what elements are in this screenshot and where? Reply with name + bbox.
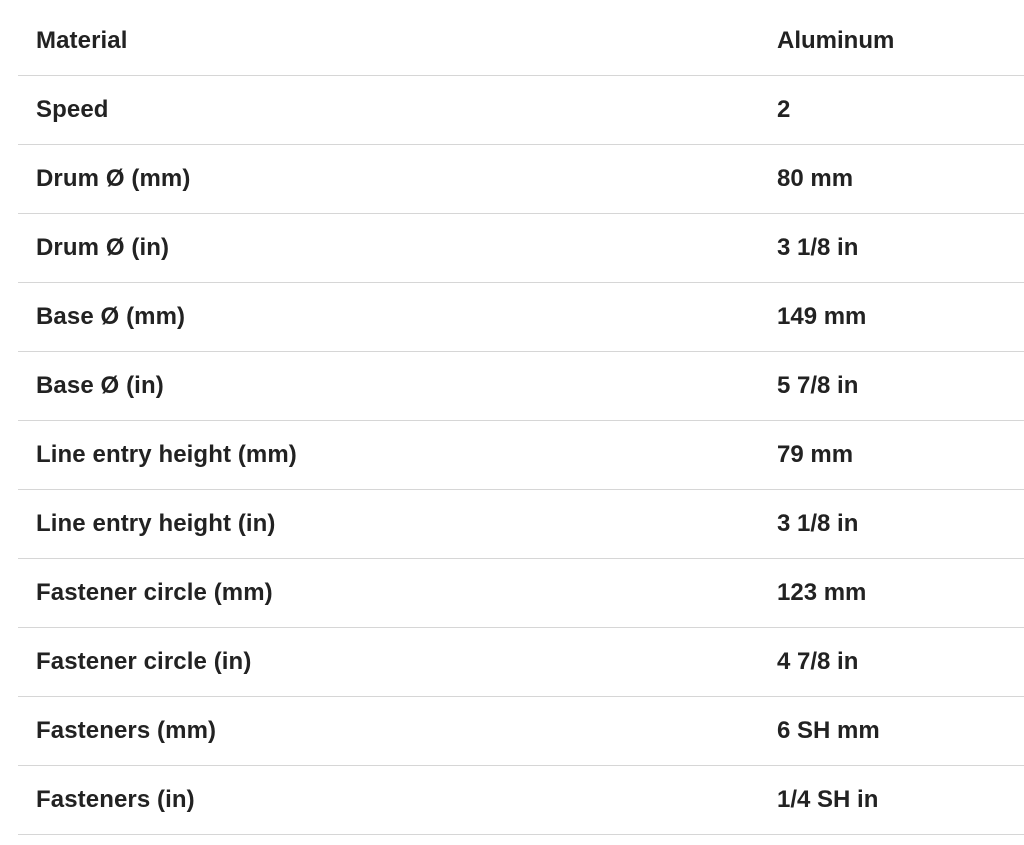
spec-label: Fasteners (mm) [36, 717, 217, 744]
spec-label: Base Ø (mm) [36, 303, 186, 330]
spec-value: 5 7/8 in [777, 372, 859, 399]
spec-label: Drum Ø (in) [36, 234, 170, 261]
spec-label: Fastener circle (in) [36, 648, 252, 675]
spec-row-fastener-circle-mm [18, 559, 1024, 628]
spec-row-drum-in [18, 214, 1024, 283]
spec-row-line-entry-in [18, 490, 1024, 559]
spec-value: 79 mm [777, 441, 854, 468]
spec-label: Line entry height (mm) [36, 441, 297, 468]
spec-row-fasteners-mm [18, 697, 1024, 766]
spec-label: Drum Ø (mm) [36, 165, 191, 192]
spec-row-base-in [18, 352, 1024, 421]
spec-value: Aluminum [777, 27, 895, 54]
spec-label: Fastener circle (mm) [36, 579, 273, 606]
spec-value: 6 SH mm [777, 717, 880, 744]
spec-row-speed [18, 76, 1024, 145]
spec-value: 3 1/8 in [777, 234, 859, 261]
spec-value: 3 1/8 in [777, 510, 859, 537]
spec-row-drum-mm [18, 145, 1024, 214]
spec-value: 149 mm [777, 303, 867, 330]
spec-row-fastener-circle-in [18, 628, 1024, 697]
spec-label: Line entry height (in) [36, 510, 276, 537]
spec-label: Speed [36, 96, 109, 123]
spec-label: Base Ø (in) [36, 372, 164, 399]
spec-value: 80 mm [777, 165, 854, 192]
spec-value: 1/4 SH in [777, 786, 879, 813]
spec-row-fasteners-in [18, 766, 1024, 835]
spec-value: 123 mm [777, 579, 867, 606]
spec-row-material [18, 7, 1024, 76]
spec-value: 4 7/8 in [777, 648, 859, 675]
spec-label: Material [36, 27, 128, 54]
spec-value: 2 [777, 96, 791, 123]
spec-table [18, 7, 1024, 835]
spec-row-base-mm [18, 283, 1024, 352]
spec-row-line-entry-mm [18, 421, 1024, 490]
spec-label: Fasteners (in) [36, 786, 195, 813]
